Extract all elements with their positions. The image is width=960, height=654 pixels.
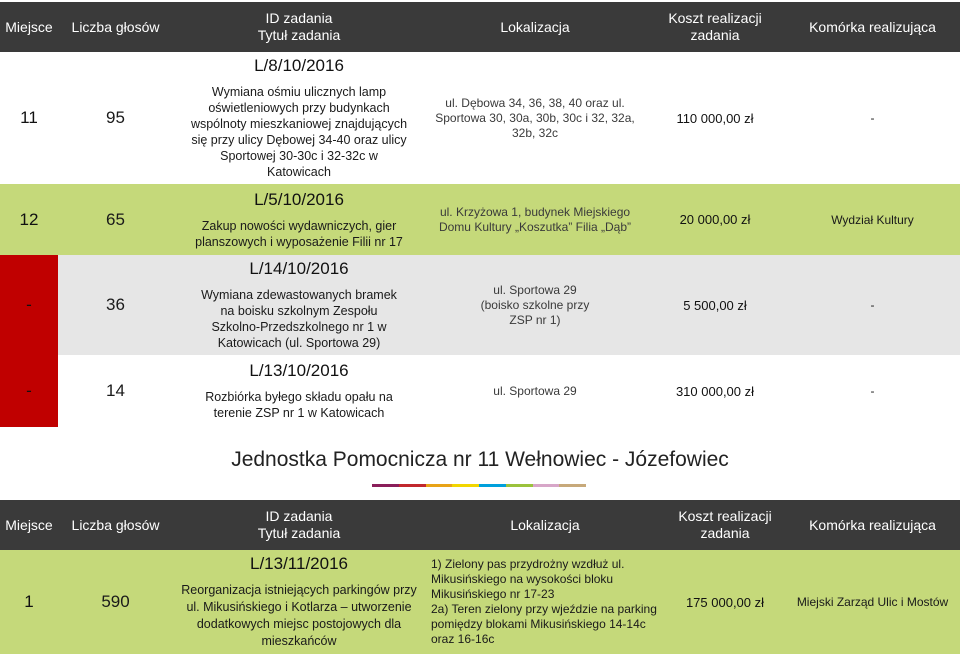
unit-cell: Miejski Zarząd Ulic i Mostów (785, 550, 960, 654)
accent-stripe (399, 484, 426, 487)
task-cell (173, 52, 425, 184)
task-title: Wymiana ośmiu ulicznych lamp oświetleniowych przy budynkach wspólnoty mieszkaniowej znajdujących się przy ulicy Dębowej 34-40 oraz ulicy Sportowej 30-30c i 32-32c w Katowicach (190, 85, 408, 179)
location-cell (425, 550, 665, 654)
header-id: ID zadania (265, 508, 333, 524)
header-title: Tytuł zadania (257, 27, 341, 43)
table-row (0, 52, 960, 184)
task-cell (173, 550, 425, 654)
bottom-projects-table (0, 500, 960, 654)
task-id: L/14/10/2016 (249, 259, 349, 278)
cost-cell: 175 000,00 zł (665, 550, 785, 654)
location-cell: ul. Dębowa 34, 36, 38, 40 oraz ul. Sportowa 30, 30a, 30b, 30c i 32, 32a, 32b, 32c (425, 52, 645, 184)
rank-cell: 11 (0, 52, 58, 184)
header-location: Lokalizacja (425, 500, 665, 550)
table-row (0, 355, 960, 427)
location-cell: ul. Sportowa 29 (boisko szkolne przy ZSP nr 1) (425, 255, 645, 355)
unit-cell: Wydział Kultury (785, 184, 960, 255)
unit-cell: - (785, 255, 960, 355)
header-votes: Liczba głosów (58, 500, 173, 550)
task-cell (173, 355, 425, 427)
header-unit: Komórka realizująca (785, 2, 960, 52)
header-id-title (173, 2, 425, 52)
header-cost (645, 2, 785, 52)
accent-stripe (479, 484, 506, 487)
task-cell (173, 184, 425, 255)
cost-cell: 20 000,00 zł (645, 184, 785, 255)
location-cell: ul. Sportowa 29 (425, 355, 645, 427)
rank-cell: 12 (0, 184, 58, 255)
rank-cell: - (0, 255, 58, 355)
unit-cell: - (785, 52, 960, 184)
task-title: Rozbiórka byłego składu opału na terenie ZSP nr 1 w Katowicach (205, 390, 393, 420)
task-cell (173, 255, 425, 355)
accent-stripe (559, 484, 586, 487)
header-cost-line2: zadania (690, 27, 740, 43)
header-cost-line1: Koszt realizacji (678, 508, 772, 524)
table-row (0, 550, 960, 654)
location-line: 2a) Teren zielony przy wjeździe na parking pomiędzy blokami Mikusińskiego 14-14c oraz 16-16c (431, 602, 657, 646)
location-cell: ul. Krzyżowa 1, budynek Miejskiego Domu Kultury „Koszutka” Filia „Dąb” (425, 184, 645, 255)
header-location: Lokalizacja (425, 2, 645, 52)
task-title: Wymiana zdewastowanych bramek na boisku szkolnym Zespołu Szkolno-Przedszkolnego nr 1 w Katowicach (ul. Sportowa 29) (201, 288, 397, 350)
votes-cell: 36 (58, 255, 173, 355)
header-cost (665, 500, 785, 550)
votes-cell: 95 (58, 52, 173, 184)
header-cost-line2: zadania (700, 525, 750, 541)
votes-cell: 65 (58, 184, 173, 255)
task-id: L/13/10/2016 (249, 361, 349, 380)
accent-stripe (533, 484, 560, 487)
task-id: L/13/11/2016 (250, 554, 348, 573)
accent-color-bar (372, 484, 586, 487)
header-id-title (173, 500, 425, 550)
location-line: 1) Zielony pas przydrożny wzdłuż ul. Mikusińskiego na wysokości bloku Mikusińskiego nr 17-23 (431, 557, 625, 601)
cost-cell: 5 500,00 zł (645, 255, 785, 355)
header-rank: Miejsce (0, 2, 58, 52)
rank-cell: 1 (0, 550, 58, 654)
header-cost-line1: Koszt realizacji (668, 10, 762, 26)
unit-cell: - (785, 355, 960, 427)
header-unit: Komórka realizująca (785, 500, 960, 550)
header-title: Tytuł zadania (257, 525, 341, 541)
task-title: Reorganizacja istniejących parkingów przy ul. Mikusińskiego i Kotlarza – utworzenie dodatkowych miejsc postojowych dla mieszkańców (181, 583, 417, 648)
rank-cell: - (0, 355, 58, 427)
table-header-row (0, 2, 960, 52)
accent-stripe (372, 484, 399, 487)
table-header-row (0, 500, 960, 550)
task-title: Zakup nowości wydawniczych, gier planszowych i wyposażenie Filii nr 17 (195, 218, 403, 249)
votes-cell: 590 (58, 550, 173, 654)
cost-cell: 110 000,00 zł (645, 52, 785, 184)
top-projects-table (0, 2, 960, 427)
votes-cell: 14 (58, 355, 173, 427)
table-row (0, 184, 960, 255)
accent-stripe (426, 484, 453, 487)
accent-stripe (452, 484, 479, 487)
header-rank: Miejsce (0, 500, 58, 550)
table-row (0, 255, 960, 355)
accent-stripe (506, 484, 533, 487)
header-votes: Liczba głosów (58, 2, 173, 52)
task-id: L/8/10/2016 (254, 56, 344, 75)
section-heading: Jednostka Pomocnicza nr 11 Wełnowiec - Józefowiec (231, 448, 729, 471)
header-id: ID zadania (265, 10, 333, 26)
cost-cell: 310 000,00 zł (645, 355, 785, 427)
task-id: L/5/10/2016 (254, 189, 344, 209)
